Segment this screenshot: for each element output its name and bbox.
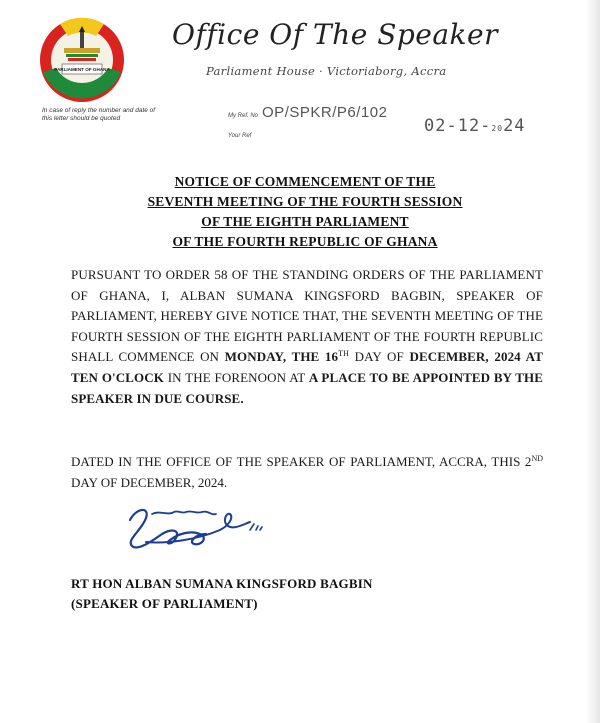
dated-text-1: DATED IN THE OFFICE OF THE SPEAKER OF PARLIAMENT, ACCRA, THIS 2	[71, 454, 532, 469]
signatory-block	[71, 574, 373, 614]
dated-text-2: DAY OF DECEMBER, 2024.	[71, 474, 228, 490]
title-line-3: OF THE EIGHTH PARLIAMENT	[201, 214, 409, 229]
body-bold-place: A PLACE TO BE APPOINTED BY THE SPEAKER IN DUE COURSE.	[71, 369, 543, 406]
title-line-1: NOTICE OF COMMENCEMENT OF THE	[174, 174, 436, 189]
title-line-2: SEVENTH MEETING OF THE FOURTH SESSION	[147, 194, 463, 209]
dated-line	[71, 452, 543, 493]
page-edge-shadow	[586, 0, 600, 723]
dated-sup: ND	[531, 454, 543, 463]
signature	[116, 500, 286, 570]
parliament-logo	[38, 16, 126, 104]
title-line-4: OF THE FOURTH REPUBLIC OF GHANA	[172, 234, 438, 249]
date-year: 24	[503, 116, 526, 136]
notice-title	[0, 172, 600, 252]
my-ref-label: My Ref. No	[228, 113, 259, 119]
body-bold-day: MONDAY	[224, 349, 283, 365]
body-sup-th: TH	[338, 349, 350, 359]
body-text-1: PURSUANT TO ORDER 58 OF THE STANDING ORDERS OF THE PARLIAMENT OF GHANA, I, ALBAN SUMANA KINGSFORD BAGBIN, SPEAKER OF PARLIAMENT, HEREBY GIVE NOTICE THAT, THE SEVENTH MEETING OF THE FOURTH SESSION OF THE EIGHTH PARLIAMENT OF THE FOURTH REPUBLIC SHALL COMMENCE ON	[71, 267, 543, 365]
date-main: 02-12-	[424, 116, 492, 136]
notice-body	[71, 265, 543, 409]
your-ref-row	[228, 124, 251, 142]
my-ref-row	[228, 104, 387, 122]
reply-instruction: In case of reply the number and date of this letter should be quoted	[42, 107, 156, 122]
logo-text: PARLIAMENT OF GHANA	[54, 67, 110, 72]
body-text-4: IN THE FORENOON AT	[163, 369, 309, 385]
body-text-2: , THE 16	[282, 349, 339, 365]
body-bold-date: DECEMBER, 2024 AT TEN O'CLOCK	[71, 349, 543, 385]
body-text-3: DAY OF	[349, 349, 410, 365]
office-title: Office Of The Speaker	[172, 18, 498, 51]
your-ref-label: Your Ref	[228, 133, 252, 139]
signatory-title: (SPEAKER OF PARLIAMENT)	[71, 596, 258, 611]
letter-date	[424, 116, 526, 136]
signatory-name: RT HON ALBAN SUMANA KINGSFORD BAGBIN	[71, 576, 373, 591]
office-address: Parliament House · Victoriaborg, Accra	[206, 64, 447, 78]
my-ref-value: OP/SPKR/P6/102	[262, 104, 388, 121]
date-century: 20	[491, 124, 504, 133]
